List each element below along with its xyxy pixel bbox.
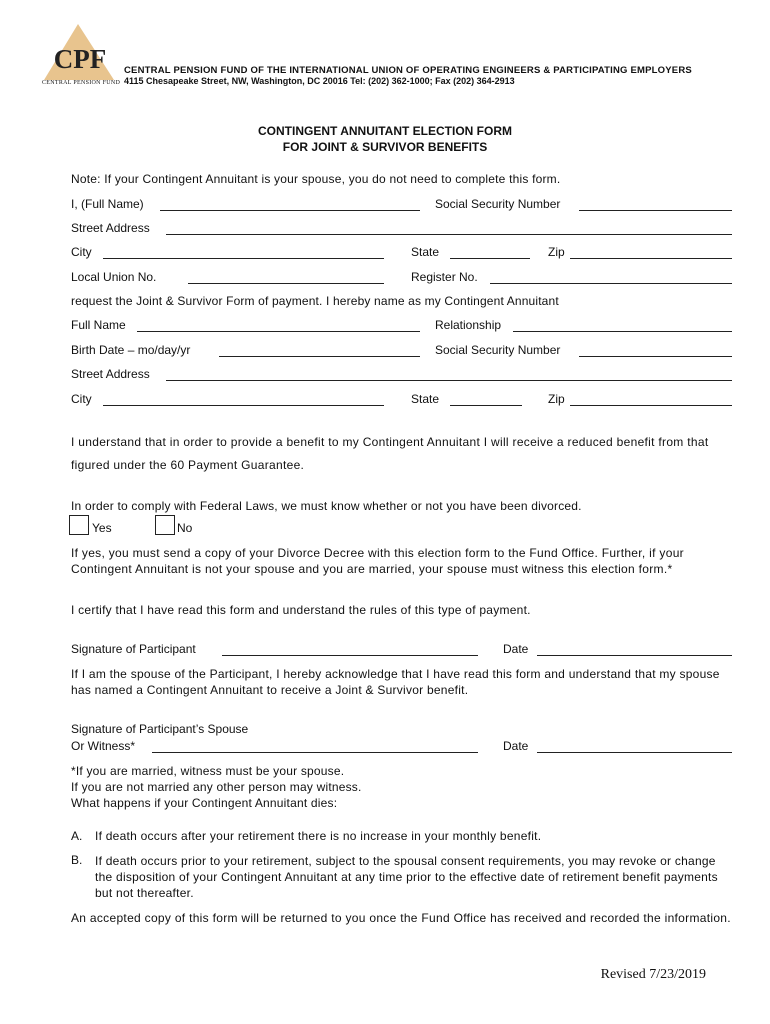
annuitant-state-label: State [411, 392, 440, 406]
annuitant-state-field[interactable] [450, 405, 522, 406]
local-union-field[interactable] [188, 283, 384, 284]
spouse-signature-label-line1: Signature of Participant’s Spouse [71, 722, 249, 736]
organization-address: 4115 Chesapeake Street, NW, Washington, DC 20016 Tel: (202) 362-1000; Fax (202) 364-2913 [124, 76, 515, 86]
spouse-date-label: Date [503, 739, 529, 753]
participant-date-field[interactable] [537, 655, 732, 656]
revised-date: Revised 7/23/2019 [600, 967, 706, 982]
participant-date-label: Date [503, 642, 529, 656]
annuitant-full-name-field[interactable] [137, 331, 420, 332]
yes-checkbox[interactable] [69, 515, 89, 535]
item-a-text: If death occurs after your retirement there is no increase in your monthly benefit. [95, 829, 542, 843]
annuitant-street-label: Street Address [71, 367, 150, 381]
participant-street-label: Street Address [71, 221, 150, 235]
spouse-ack-text: If I am the spouse of the Participant, I hereby acknowledge that I have read this form and understand that my spouse has named a Contingent Annuitant to receive a Joint & Survivor benefit. [71, 667, 720, 697]
participant-city-label: City [71, 245, 92, 259]
annuitant-ssn-field[interactable] [579, 356, 732, 357]
participant-full-name-label: I, (Full Name) [71, 197, 144, 211]
footnote-line2: If you are not married any other person may witness. [71, 780, 362, 794]
participant-state-field[interactable] [450, 258, 530, 259]
no-label: No [177, 521, 193, 535]
item-b-marker: B. [71, 853, 83, 867]
annuitant-city-field[interactable] [103, 405, 384, 406]
participant-signature-field[interactable] [222, 655, 478, 656]
register-number-field[interactable] [490, 283, 732, 284]
participant-zip-label: Zip [548, 245, 565, 259]
request-text: request the Joint & Survivor Form of payment. I hereby name as my Contingent Annuitant [71, 294, 559, 308]
footnote-line1: *If you are married, witness must be your spouse. [71, 764, 345, 778]
relationship-field[interactable] [513, 331, 732, 332]
register-number-label: Register No. [411, 270, 478, 284]
relationship-label: Relationship [435, 318, 502, 332]
item-b-text: If death occurs prior to your retirement, subject to the spousal consent requirements, you may revoke or change the disposition of your Contingent Annuitant at any time prior to the effective date of retirement benefit payments but not thereafter. [95, 854, 718, 900]
understand-text: I understand that in order to provide a benefit to my Contingent Annuitant I will receive a reduced benefit from that figured under the 60 Payment Guarantee. [71, 435, 709, 472]
birth-date-label: Birth Date – mo/day/yr [71, 343, 191, 357]
birth-date-field[interactable] [219, 356, 420, 357]
local-union-label: Local Union No. [71, 270, 157, 284]
logo-text: CPF [53, 44, 107, 74]
dies-heading: What happens if your Contingent Annuitant dies: [71, 796, 338, 810]
annuitant-full-name-label: Full Name [71, 318, 126, 332]
divorce-instructions: If yes, you must send a copy of your Divorce Decree with this election form to the Fund Office. Further, if your Contingent Annuitant is not your spouse and you are married, your spouse must witness this election form.* [71, 546, 684, 576]
no-checkbox[interactable] [155, 515, 175, 535]
participant-zip-field[interactable] [570, 258, 732, 259]
yes-label: Yes [92, 521, 112, 535]
logo-caption: CENTRAL PENSION FUND [42, 80, 121, 86]
annuitant-zip-field[interactable] [570, 405, 732, 406]
annuitant-city-label: City [71, 392, 92, 406]
divorce-question: In order to comply with Federal Laws, we must know whether or not you have been divorced. [71, 499, 582, 513]
item-a-marker: A. [71, 829, 83, 843]
spouse-signature-label-line2: Or Witness* [71, 739, 136, 753]
annuitant-ssn-label: Social Security Number [435, 343, 561, 357]
certify-text: I certify that I have read this form and understand the rules of this type of payment. [71, 603, 531, 617]
participant-ssn-field[interactable] [579, 210, 732, 211]
spouse-signature-field[interactable] [152, 752, 478, 753]
participant-street-field[interactable] [166, 234, 732, 235]
accepted-copy-text: An accepted copy of this form will be returned to you once the Fund Office has received and recorded the information. [71, 911, 731, 925]
annuitant-street-field[interactable] [166, 380, 732, 381]
participant-full-name-field[interactable] [160, 210, 420, 211]
form-title-line1: CONTINGENT ANNUITANT ELECTION FORM [258, 124, 512, 138]
annuitant-zip-label: Zip [548, 392, 565, 406]
participant-signature-label: Signature of Participant [71, 642, 196, 656]
participant-city-field[interactable] [103, 258, 384, 259]
spouse-date-field[interactable] [537, 752, 732, 753]
note-text: Note: If your Contingent Annuitant is your spouse, you do not need to complete this form. [71, 172, 561, 186]
participant-state-label: State [411, 245, 440, 259]
organization-name: CENTRAL PENSION FUND OF THE INTERNATIONAL UNION OF OPERATING ENGINEERS & PARTICIPATING EMPLOYERS [124, 65, 692, 76]
form-title-line2: FOR JOINT & SURVIVOR BENEFITS [282, 140, 488, 154]
participant-ssn-label: Social Security Number [435, 197, 561, 211]
